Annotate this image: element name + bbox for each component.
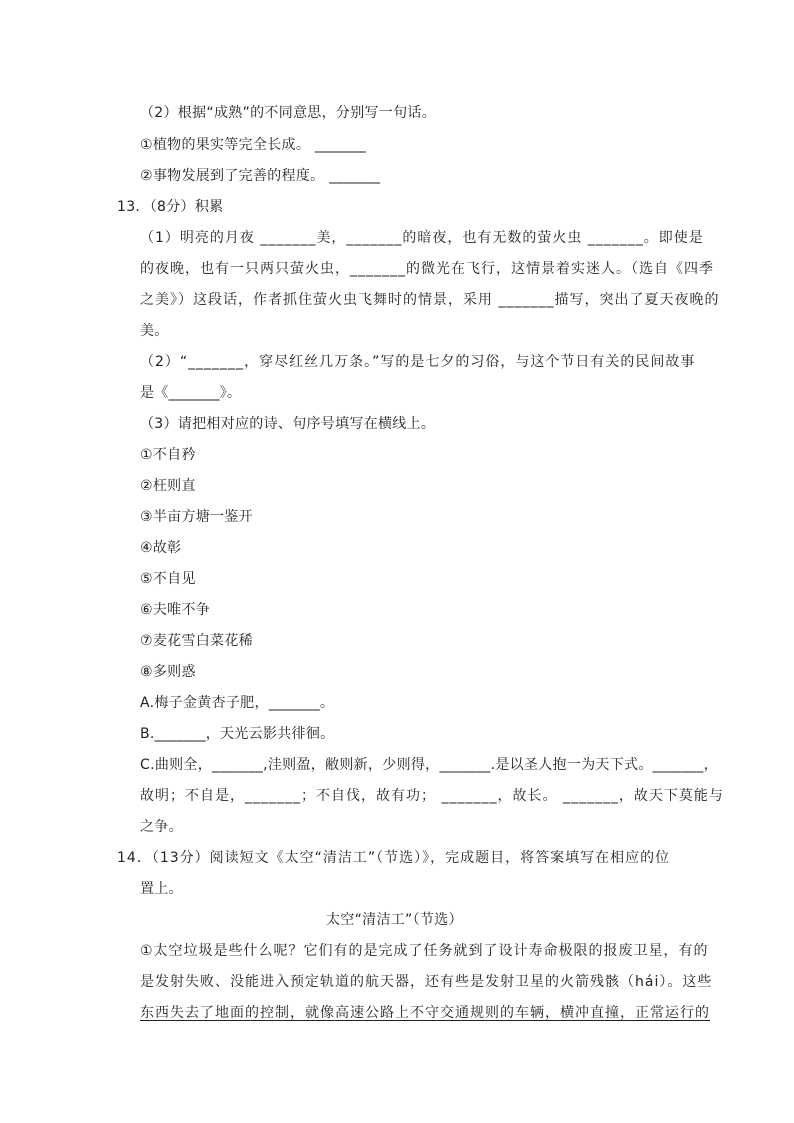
q13-part2-line2: 是《_______》。 bbox=[140, 385, 242, 401]
q12-part2-item1: ①植物的果实等完全长成。 _______ bbox=[140, 137, 367, 153]
passage-para1-line1: ①太空垃圾是些什么呢？它们有的是完成了任务就到了设计寿命极限的报废卫星，有的 bbox=[140, 943, 709, 959]
q13-part3-prompt: （3）请把相对应的诗、句序号填写在横线上。 bbox=[140, 416, 436, 432]
q13-part2-line1: （2）“_______，穿尽红丝几万条。”写的是七夕的习俗，与这个节日有关的民间故事 bbox=[140, 354, 696, 370]
q13-part1-line2: 的夜晚，也有一只两只萤火虫，_______的微光在飞行，这情景着实迷人。（选自《四季 bbox=[140, 261, 714, 277]
q13-option-1: ①不自矜 bbox=[140, 447, 196, 463]
q13-fill-c-line2: 故明；不自是，_______；不自伐，故有功； _______，故长。 _______，故天下莫能与 bbox=[140, 788, 724, 804]
q13-fill-c-line3: 之争。 bbox=[140, 819, 183, 835]
q13-option-6: ⑥夫唯不争 bbox=[140, 602, 211, 618]
q13-option-5: ⑤不自见 bbox=[140, 571, 196, 587]
q13-part1-line1: （1）明亮的月夜 _______美，_______的暗夜，也有无数的萤火虫 _______。即使是 bbox=[140, 230, 704, 246]
q13-option-4: ④故彰 bbox=[140, 540, 182, 556]
q14-heading-line1: 14．（13分）阅读短文《太空“清洁工”（节选）》，完成题目，将答案填写在相应的位 bbox=[117, 850, 671, 866]
q13-option-7: ⑦麦花雪白菜花稀 bbox=[140, 633, 253, 649]
q12-part2-prompt: （2）根据“成熟”的不同意思，分别写一句话。 bbox=[140, 105, 437, 121]
q12-part2-item2: ②事物发展到了完善的程度。 _______ bbox=[140, 168, 381, 184]
q13-option-3: ③半亩方塘一鉴开 bbox=[140, 509, 253, 525]
q13-option-2: ②枉则直 bbox=[140, 478, 196, 494]
q13-part1-line4: 美。 bbox=[140, 323, 169, 339]
passage-title: 太空“清洁工”（节选） bbox=[326, 912, 463, 928]
q13-fill-a: A.梅子金黄杏子肥，_______。 bbox=[140, 695, 335, 711]
q13-option-8: ⑧多则惑 bbox=[140, 664, 196, 680]
q14-heading-line2: 置上。 bbox=[140, 881, 183, 897]
q13-fill-b: B._______，天光云影共徘徊。 bbox=[140, 726, 335, 742]
passage-para1-line3: 东西失去了地面的控制，就像高速公路上不守交通规则的车辆，横冲直撞，正常运行的 bbox=[140, 1005, 710, 1021]
q13-fill-c-line1: C.曲则全，_______,洼则盈，敝则新，少则得，_______.是以圣人抱一为天下式。_______， bbox=[140, 757, 719, 773]
passage-para1-line2: 是发射失败、没能进入预定轨道的航天器，还有些是发射卫星的火箭残骸（hái）。这些 bbox=[140, 974, 713, 990]
q13-part1-line3: 之美》）这段话，作者抓住萤火虫飞舞时的情景，采用 _______描写，突出了夏天夜晚的 bbox=[140, 292, 720, 308]
q13-heading: 13．（8分）积累 bbox=[117, 199, 224, 215]
